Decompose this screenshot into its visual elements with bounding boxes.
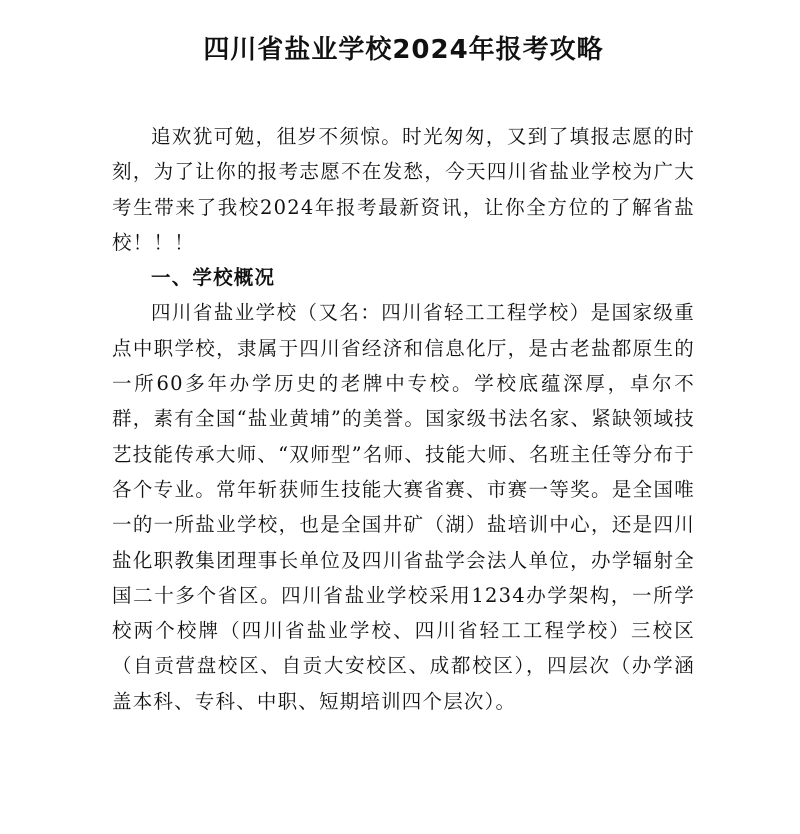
intro-paragraph: 追欢犹可勉，徂岁不须惊。时光匆匆，又到了填报志愿的时刻，为了让你的报考志愿不在发愁，今天四川省盐业学校为广大考生带来了我校2024年报考最新资讯，让你全方位的了解省盐校！！！ (112, 125, 695, 254)
school-overview-paragraph: 四川省盐业学校（又名：四川省轻工工程学校）是国家级重点中职学校，隶属于四川省经济和信息化厅，是古老盐都原生的一所60多年办学历史的老牌中专校。学校底蕴深厚，卓尔不群，素有全国“盐业黄埔”的美誉。国家级书法名家、紧缺领域技艺技能传承大师、“双师型”名师、技能大师、名班主任等分布于各个专业。常年斩获师生技能大赛省赛、市赛一等奖。是全国唯一的一所盐业学校，也是全国井矿（湖）盐培训中心，还是四川盐化职教集团理事长单位及四川省盐学会法人单位，办学辐射全国二十多个省区。四川省盐业学校采用1234办学架构，一所学校两个校牌（四川省盐业学校、四川省轻工工程学校）三校区（自贡营盘校区、自贡大安校区、成都校区），四层次（办学涵盖本科、专科、中职、短期培训四个层次）。 (112, 301, 695, 713)
document-title: 四川省盐业学校2024年报考攻略 (203, 35, 604, 65)
section-heading-school-overview: 一、学校概况 (151, 266, 276, 290)
